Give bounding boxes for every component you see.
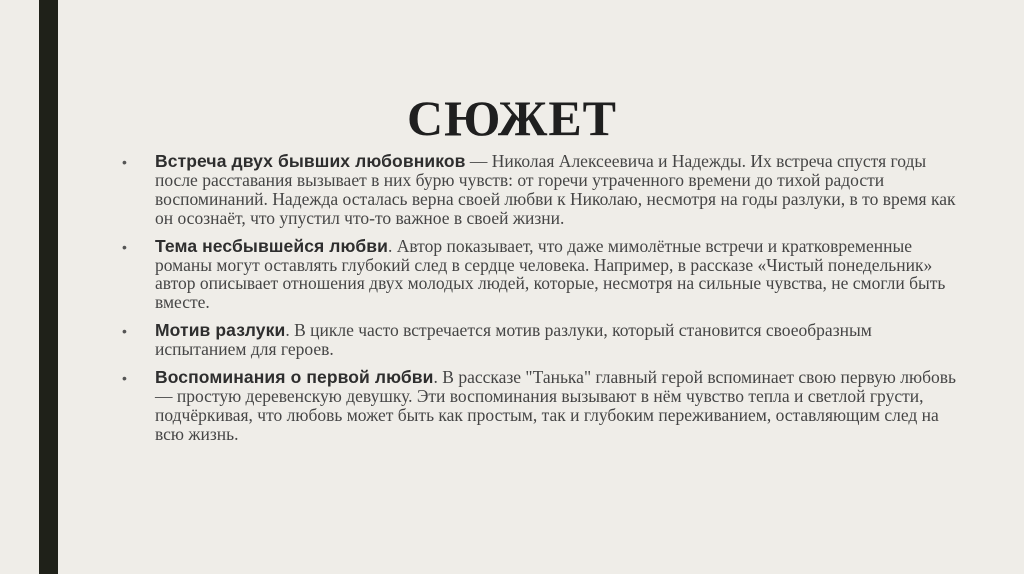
bullet-term: Воспоминания о первой любви xyxy=(155,367,434,388)
bullet-term: Мотив разлуки xyxy=(155,320,286,341)
bullet-icon: • xyxy=(122,238,127,255)
bullet-icon: • xyxy=(122,323,127,340)
list-item xyxy=(122,152,960,228)
list-item xyxy=(122,321,960,359)
bullet-text: . В цикле часто встречается мотив разлуки, который становится своеобразным испытанием для героев. xyxy=(155,320,872,360)
accent-bar xyxy=(39,0,58,574)
bullet-term: Тема несбывшейся любви xyxy=(155,235,388,256)
bullet-term: Встреча двух бывших любовников xyxy=(155,151,466,171)
bullet-icon: • xyxy=(122,154,127,170)
bullet-icon: • xyxy=(122,370,127,387)
list-item xyxy=(122,368,960,444)
bullet-text: . В рассказе "Танька" главный герой вспоминает свою первую любовь — простую деревенскую девушку. Эти воспоминания вызывают в нём чувство тепла и светлой грусти, подчёркивая, что любовь может быть как простым, так и глубоким переживанием, оставляющим след на всю жизнь. xyxy=(155,367,956,444)
bullet-list xyxy=(122,152,960,453)
bullet-text: — Николая Алексеевича и Надежды. Их встреча спустя годы после расставания вызывает в них бурю чувств: от горечи утраченного времени до тихой радости воспоминаний. Надежда осталась верна своей любви к Николаю, несмотря на годы разлуки, в то время как он осознаёт, что упустил что-то важное в своей жизни. xyxy=(155,151,956,228)
list-item xyxy=(122,237,960,313)
slide-title: СЮЖЕТ xyxy=(406,89,618,146)
bullet-text: . Автор показывает, что даже мимолётные встречи и кратковременные романы могут оставлять глубокий след в сердце человека. Например, в рассказе «Чистый понедельник» автор описывает отношения двух молодых людей, которые, несмотря на сильные чувства, не смогли быть вместе. xyxy=(155,235,946,313)
